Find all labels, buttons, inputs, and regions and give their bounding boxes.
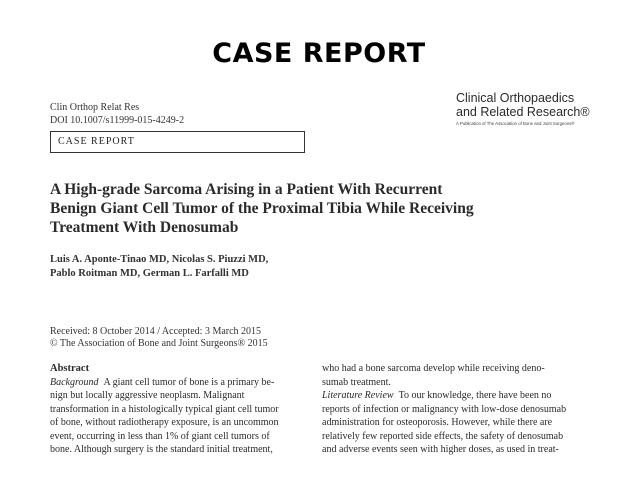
journal-logo-line: and Related Research® [456,105,590,119]
abstract-text-line [322,389,578,403]
article-title-line: Benign Giant Cell Tumor of the Proximal Tibia While Receiving [50,200,474,217]
slide-title: CASE REPORT [212,38,426,69]
background-label: Background [50,376,99,388]
abstract-text-line: bone. Although surgery is the standard initial treatment, [50,444,273,455]
abstract-heading: Abstract [50,363,90,374]
journal-logo-line: Clinical Orthopaedics [456,91,575,105]
doi: DOI 10.1007/s11999-015-4249-2 [50,115,185,126]
journal-logo-subtitle: A Publication of The Association of Bone and Joint Surgeons® [456,121,575,126]
abstract-left-column [50,362,305,457]
abstract-text: A giant cell tumor of bone is a primary be- [103,376,275,388]
abstract-text-line: of bone, without radiotherapy exposure, is an uncommon [50,417,279,428]
abstract-text-line [50,376,305,390]
received-accepted-dates: Received: 8 October 2014 / Accepted: 3 March 2015 [50,326,262,337]
abstract-text-line: transformation in a histologically typical giant cell tumor [50,403,279,415]
literature-review-label: Literature Review [322,390,394,401]
author-line: Pablo Roitman MD, German L. Farfalli MD [50,268,249,279]
journal-abbreviation: Clin Orthop Relat Res [50,102,140,113]
abstract-text-line: relatively few reported side effects, the safety of denosumab [322,430,564,442]
article-type-label: CASE REPORT [58,136,135,147]
abstract-text-line: event, occurring in less than 1% of giant cell tumors of [50,430,270,442]
abstract-text-line: who had a bone sarcoma develop while receiving deno- [322,363,545,374]
abstract-text-line: administration for osteoporosis. However, while there are [322,417,553,428]
journal-logo [456,91,596,126]
article-title-line: Treatment With Denosumab [50,219,239,236]
article-type-banner [50,131,305,153]
copyright-notice: © The Association of Bone and Joint Surgeons® 2015 [50,338,268,349]
publication-dates [50,326,268,350]
abstract-text: To our knowledge, there have been no [398,390,552,401]
abstract-text-line: reports of infection or malignancy with low-dose denosumab [322,403,567,415]
article-title-line: A High-grade Sarcoma Arising in a Patient With Recurrent [50,181,443,198]
abstract-text-line: nign but locally aggressive neoplasm. Malignant [50,390,245,401]
abstract-text-line: sumab treatment. [322,376,391,388]
article-title [50,180,550,237]
author-line: Luis A. Aponte-Tinao MD, Nicolas S. Piuzzi MD, [50,254,269,265]
abstract-text-line: and adverse events seen with higher doses, as used in treat- [322,444,559,455]
abstract-right-column [322,362,578,457]
author-list [50,253,350,281]
